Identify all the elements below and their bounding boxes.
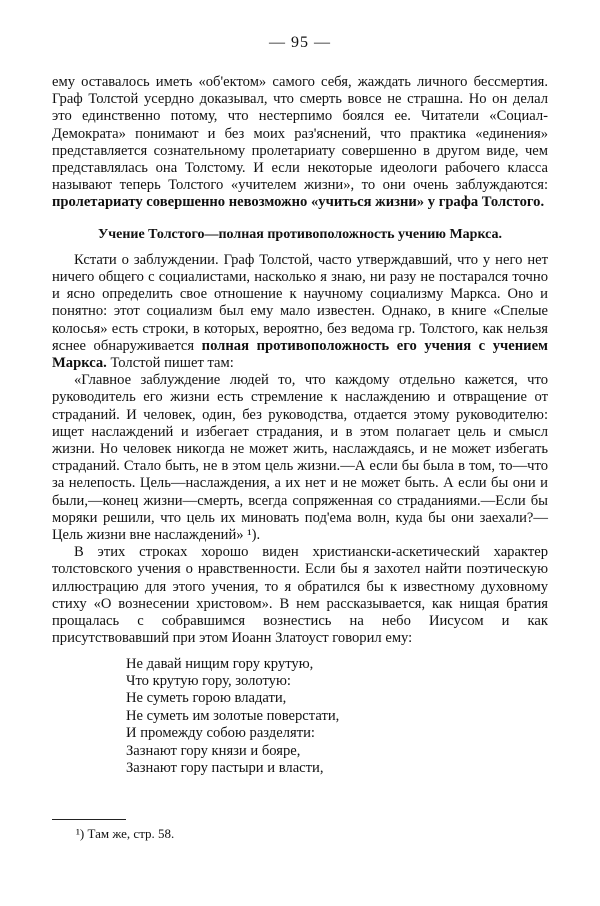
poem-line: Не давай нищим гору крутую, [126,655,314,672]
poem [126,656,548,778]
page-body [52,74,548,777]
paragraph-3: В этих строках хорошо виден христиански-аскетический характер толстовского учения о нравственности. Если бы я захотел найти поэтическую иллюстрацию для этого учения, то я обратился бы к известному духовному стиху «О вознесении христовом». В нем рассказывается, как нищая братия прощалась с собравшимся вознестись на небо Иисусом и как присутствовавший при этом Иоанн Златоуст говорил ему: [52,544,548,647]
paragraph-2 [52,252,548,372]
footnote-divider [52,819,126,820]
poem-line: Зазнают гору пастыри и власти, [126,759,324,776]
poem-line: Что крутую гору, золотую: [126,672,291,689]
paragraph-2-text: Кстати о заблуждении. Граф Толстой, часто утверждавший, что у него нет ничего общего с социалистами, насколько я знаю, ни разу не постарался точно и ясно определить свое отношение к научному социализму Маркса. Оно и понятно: этот социализм был ему мало известен. Однако, в книге «Спелые колосья» есть строки, в которых, вероятно, без ведома гр. Толстого, как нельзя яснее обнаруживается [52,251,548,354]
section-heading: Учение Толстого—полная противоположность учению Маркса. [97,226,503,242]
tolstoy-quote: «Главное заблуждение людей то, что каждому отдельно кажется, что руководитель его жизни есть стремление к наслаждению и отвращение от страданий. И человек, один, без руководства, отдается этому руководителю: ищет наслаждений и избегает страдания, и в этом полагает цель и смысл жизни. Но человек никогда не может жить, наслаждаясь, и не может избегать страданий. Стало быть, не в этом цель жизни.—А если бы была в том, то—что за нелепость. Цель—наслаждения, а их нет и не может быть. А если бы они и были,—конец жизни—смерть, всегда сопряженная со страданиями.—Если бы моряки решили, что цель их миновать под'ема волн, куда бы они заехали?—Цель жизни вне наслаждений» ¹). [52,372,548,544]
paragraph-2-text-after: Толстой пишет там: [106,355,234,372]
paragraph-1-text: ему оставалось иметь «об'ектом» самого себя, жаждать личного бессмертия. Граф Толстой усердно доказывал, что смерть вовсе не страшна. Но он делал это единственно потому, что нестерпимо боялся ее. Читатели «Социал-Демократа» понимают и без моих раз'яснений, что практика «единения» представляется сознательному пролетариату совершенно в другом виде, чем представлялась она Толстому. И если некоторые идеологи рабочего класса называют теперь Толстого «учителем жизни», то они очень заблуждаются: [52,74,548,194]
paragraph-2-bold-phrase: полная противоположность его учения с учением Маркса. [52,337,548,372]
poem-line: И промежду собою разделяти: [126,725,315,742]
page-number: — 95 — [269,34,331,51]
poem-line: Зазнают гору князи и бояре, [126,742,301,759]
footnote: ¹) Там же, стр. 58. [76,826,175,841]
poem-line: Не суметь горою владати, [126,690,287,707]
poem-line: Не суметь им золотые поверстати, [126,707,340,724]
paragraph-1-bold-conclusion: пролетариату совершенно невозможно «учиться жизни» у графа Толстого. [52,194,545,211]
paragraph-1 [52,74,548,212]
